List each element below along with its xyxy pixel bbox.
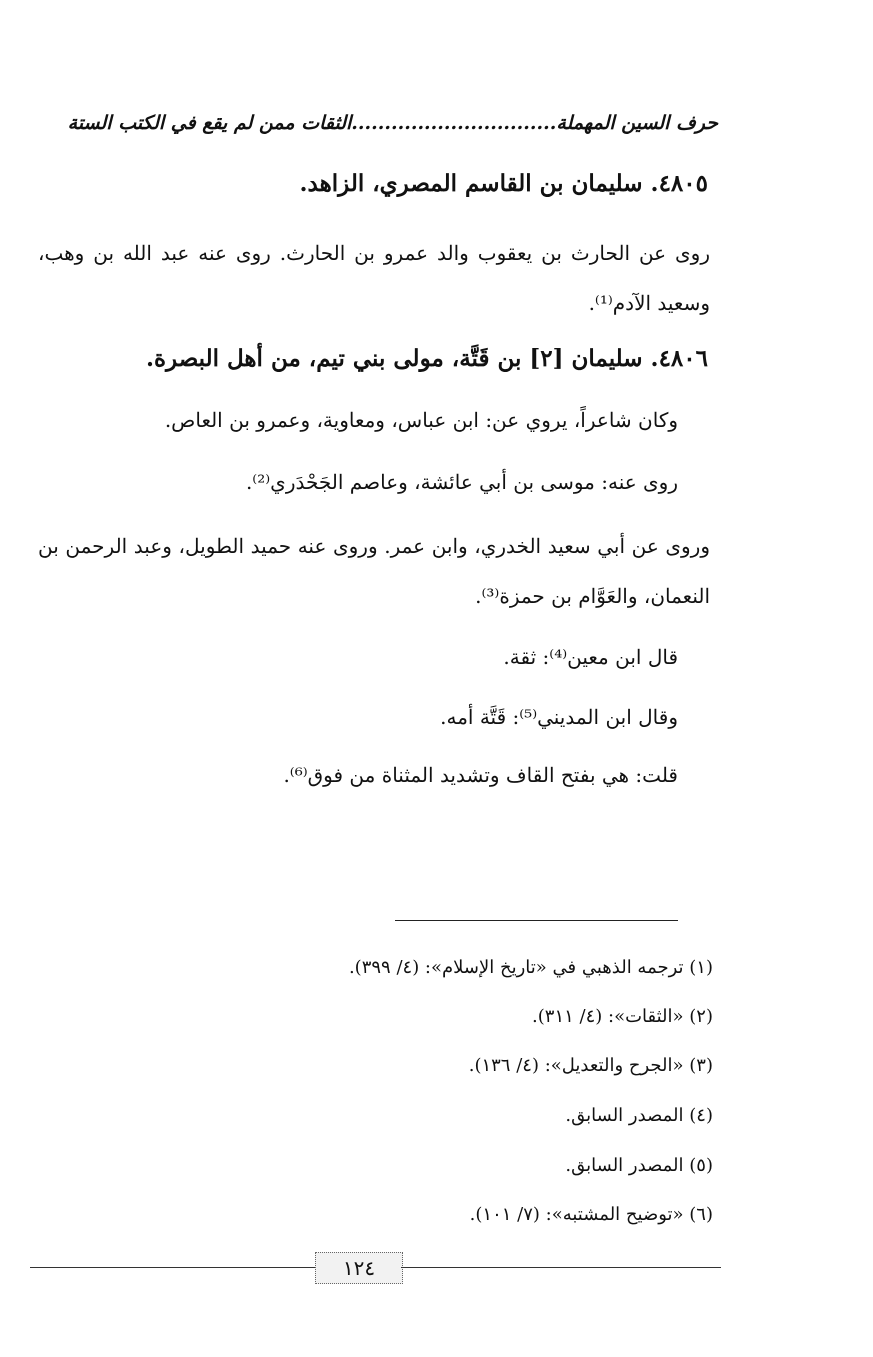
entry-heading-4806: ٤٨٠٦. سليمان [٢] بن قَتَّة، مولى بني تيم، من أهل البصرة.: [145, 345, 708, 372]
footnote-5: (٥) المصدر السابق.: [565, 1155, 713, 1176]
entry-heading-4805: ٤٨٠٥. سليمان بن القاسم المصري، الزاهد.: [299, 170, 708, 197]
footnote-3: (٣) «الجرح والتعديل»: (٤/ ١٣٦).: [468, 1055, 713, 1076]
running-header-dots: ...............................: [351, 112, 557, 134]
footnote-4: (٤) المصدر السابق.: [565, 1105, 713, 1126]
entry-4806-paragraph-6: قلت: هي بفتح القاف وتشديد المثناة من فوق⁽⁶⁾.: [283, 763, 678, 787]
page-number: ١٢٤: [315, 1252, 403, 1284]
footnote-2: (٢) «الثقات»: (٤/ ٣١١).: [532, 1006, 713, 1027]
footer-rule-left: [30, 1267, 315, 1268]
entry-4806-paragraph-1: وكان شاعراً، يروي عن: ابن عباس، ومعاوية، وعمرو بن العاص.: [164, 408, 678, 432]
footnote-separator: [395, 920, 678, 921]
entry-4806-paragraph-5: وقال ابن المديني⁽⁵⁾: قَتَّة أمه.: [440, 705, 678, 729]
entry-4806-paragraph-3: وروى عن أبي سعيد الخدري، وابن عمر. وروى عنه حميد الطويل، وعبد الرحمن بن النعمان، والعَوَّام بن حمزة⁽³⁾.: [38, 534, 710, 608]
footer-rule-right: [401, 1267, 721, 1268]
entry-4806-paragraph-2: روى عنه: موسى بن أبي عائشة، وعاصم الجَحْدَري⁽²⁾.: [245, 470, 678, 494]
footnote-1: (١) ترجمه الذهبي في «تاريخ الإسلام»: (٤/ ٣٩٩).: [348, 957, 713, 978]
running-header-chapter: حرف السين المهملة: [556, 112, 718, 134]
entry-4805-paragraph: روى عن الحارث بن يعقوب والد عمرو بن الحارث. روى عنه عبد الله بن وهب، وسعيد الآدم⁽¹⁾.: [38, 241, 710, 315]
entry-4806-paragraph-4: قال ابن معين⁽⁴⁾: ثقة.: [503, 645, 678, 669]
running-header-book-title: الثقات ممن لم يقع في الكتب الستة: [67, 112, 352, 134]
footnote-6: (٦) «توضيح المشتبه»: (٧/ ١٠١).: [469, 1204, 713, 1225]
running-header: [40, 112, 718, 134]
